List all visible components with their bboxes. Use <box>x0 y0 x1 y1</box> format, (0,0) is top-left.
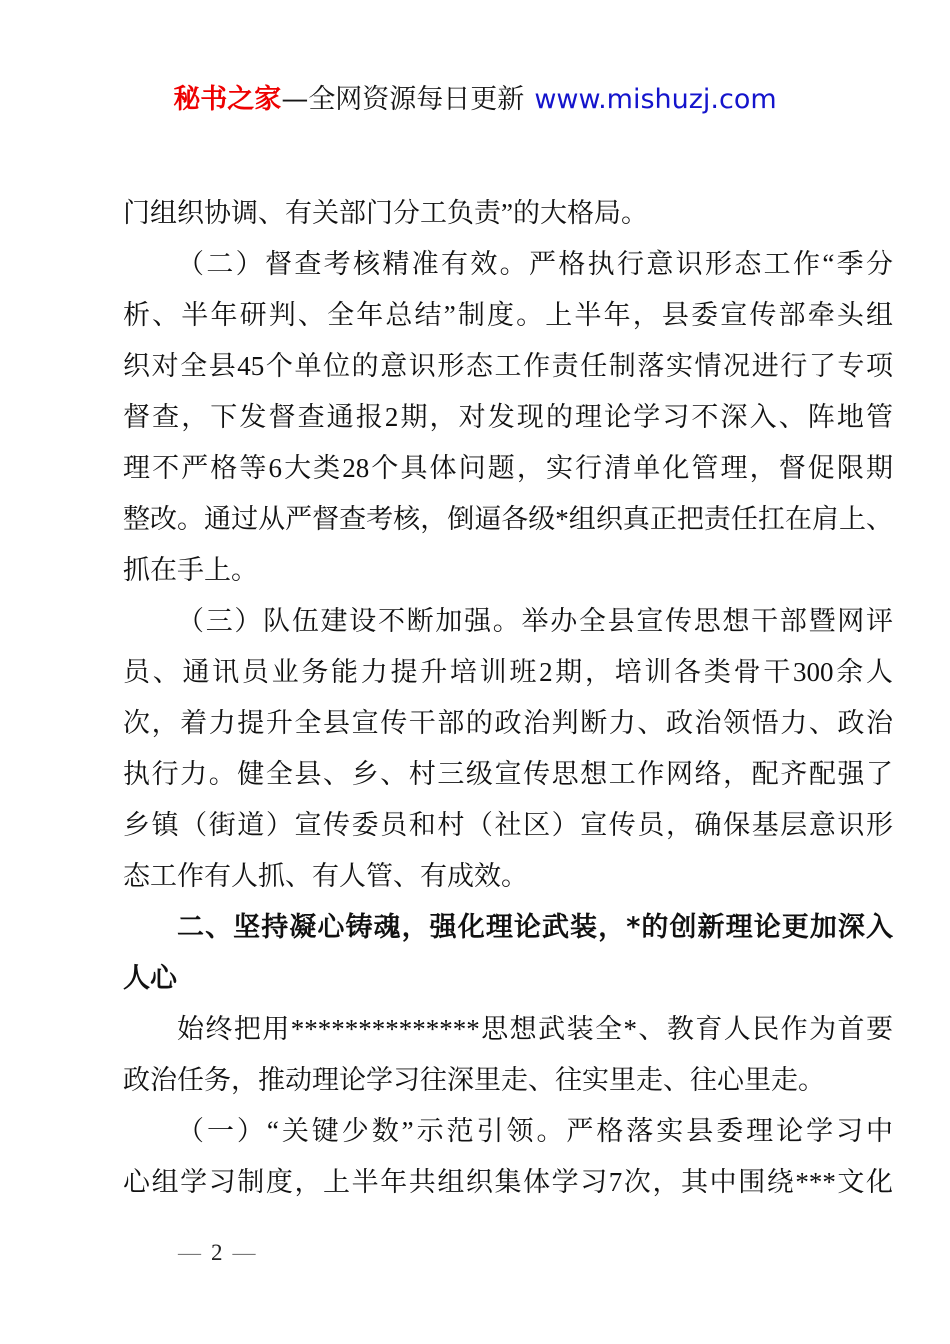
page-header <box>0 82 950 117</box>
text-line: 门组织协调、有关部门分工负责”的大格局。 <box>123 198 648 228</box>
header-tagline: 全网资源每日更新 <box>308 84 525 115</box>
text-line: 乡镇（街道）宣传委员和村（社区）宣传员，确保基层意识形 <box>123 810 893 840</box>
text-line: 始终把用**************思想武装全*、教育人民作为首要 <box>177 1014 893 1044</box>
text-line: （一）“关键少数”示范引领。严格落实县委理论学习中 <box>177 1116 893 1146</box>
header-dash: — <box>281 84 309 115</box>
page-number-dash-left: — <box>178 1240 201 1265</box>
text-line: （三）队伍建设不断加强。举办全县宣传思想干部暨网评 <box>177 606 893 636</box>
text-line: 整改。通过从严督查考核，倒逼各级*组织真正把责任扛在肩上、 <box>123 504 893 534</box>
text-line: 理不严格等6大类28个具体问题，实行清单化管理，督促限期 <box>123 453 893 483</box>
text-line: 执行力。健全县、乡、村三级宣传思想工作网络，配齐配强了 <box>123 759 893 789</box>
page-footer <box>178 1238 256 1268</box>
text-line: 督查，下发督查通报2期，对发现的理论学习不深入、阵地管 <box>123 402 893 432</box>
text-line: 人心 <box>123 963 177 994</box>
text-line: 二、坚持凝心铸魂，强化理论武装，*的创新理论更加深入 <box>177 912 893 943</box>
text-line: （二）督查考核精准有效。严格执行意识形态工作“季分 <box>177 249 893 279</box>
text-line: 织对全县45个单位的意识形态工作责任制落实情况进行了专项 <box>123 351 893 381</box>
page-number-dash-right: — <box>232 1240 256 1265</box>
site-brand: 秘书之家 <box>173 84 282 115</box>
text-line: 态工作有人抓、有人管、有成效。 <box>123 861 528 891</box>
text-line: 政治任务，推动理论学习往深里走、往实里走、往心里走。 <box>123 1065 825 1095</box>
text-line: 析、半年研判、全年总结”制度。上半年，县委宣传部牵头组 <box>123 300 893 330</box>
text-line: 次，着力提升全县宣传干部的政治判断力、政治领悟力、政治 <box>123 708 893 738</box>
text-line: 员、通讯员业务能力提升培训班2期，培训各类骨干300余人 <box>123 657 893 687</box>
text-line: 心组学习制度，上半年共组织集体学习7次，其中围绕***文化 <box>123 1167 893 1197</box>
text-line: 抓在手上。 <box>123 555 258 585</box>
document-body <box>123 188 893 1208</box>
site-url-link[interactable]: www.mishuzj.com <box>534 84 777 115</box>
page-number: 2 <box>211 1240 223 1265</box>
